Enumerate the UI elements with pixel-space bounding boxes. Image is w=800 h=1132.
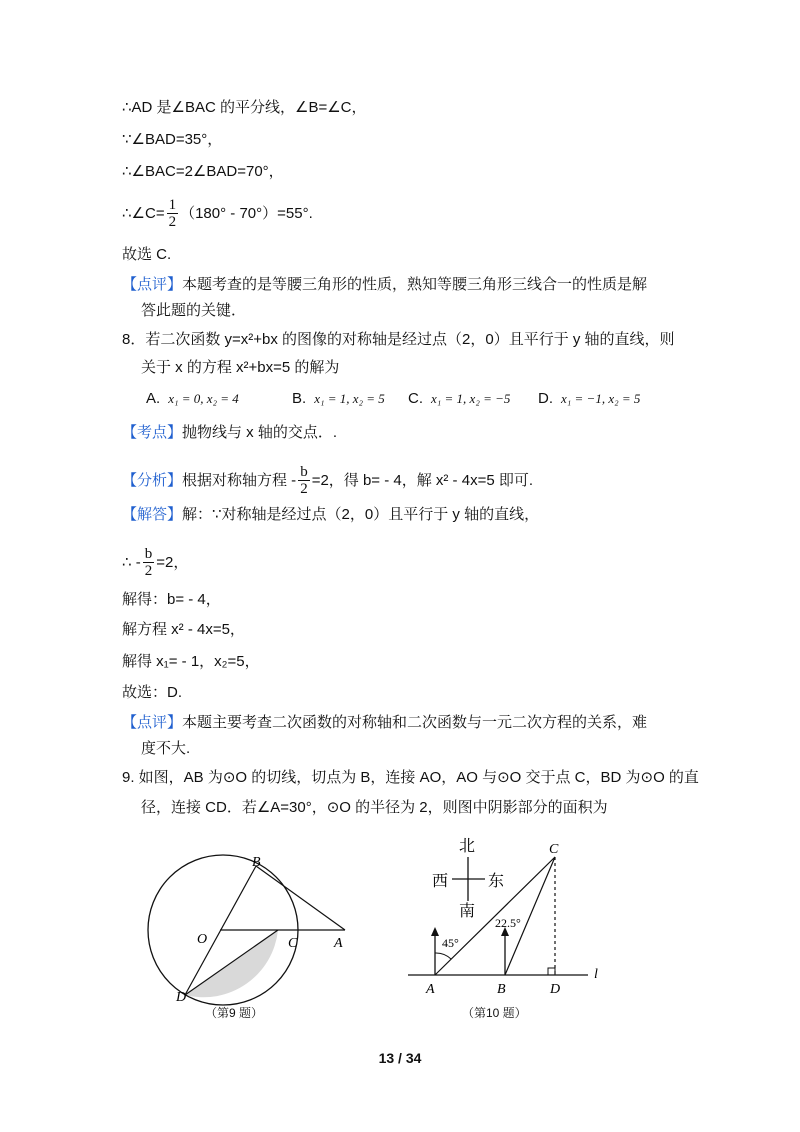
fraction-numerator: b xyxy=(144,546,153,562)
compass-east: 东 xyxy=(488,873,505,890)
option-expression: x₁ = 0, x₂ = 4 xyxy=(168,391,239,406)
label-c: C xyxy=(288,936,298,951)
fraction-denominator: 2 xyxy=(144,563,153,579)
q8-point xyxy=(122,423,337,443)
analysis-post: =2，得 b= - 4，解 x² - 4x=5 即可. xyxy=(311,471,534,489)
angle-arc-a xyxy=(435,953,451,959)
fraction-denominator: 2 xyxy=(300,481,308,497)
angle-label-a: 45° xyxy=(442,936,459,950)
fraction-numerator: 1 xyxy=(168,197,177,213)
q7-comment-text-2: 答此题的关键． xyxy=(141,302,247,319)
q7-line-2: ∵∠BAD=35°， xyxy=(122,131,223,148)
comment-tag: 【点评】 xyxy=(122,276,183,293)
q8-solution-4: 解方程 x² - 4x=5， xyxy=(122,621,245,638)
option-d xyxy=(538,390,640,407)
right-angle-mark xyxy=(548,968,555,975)
q8-stem-1: 8．若二次函数 y=x²+bx 的图像的对称轴是经过点（2，0）且平行于 y 轴的直线，则 xyxy=(122,331,675,348)
figure-9-caption: （第9 题） xyxy=(205,1006,264,1020)
point-text: 抛物线与 x 轴的交点．. xyxy=(182,424,338,441)
figure-9 xyxy=(140,850,360,1010)
option-letter: D. xyxy=(538,390,553,407)
q8-solution-3: 解得：b= - 4， xyxy=(122,591,221,608)
q8-solution-2 xyxy=(122,547,188,579)
q8-comment-text-1: 本题主要考查二次函数的对称轴和二次函数与一元二次方程的关系，难 xyxy=(182,714,648,731)
label-b: B xyxy=(252,855,261,870)
option-letter: C. xyxy=(408,390,423,407)
label-a: A xyxy=(334,936,343,951)
q7-line-1: ∴AD 是∠BAC 的平分线，∠B=∠C， xyxy=(122,99,367,116)
option-letter: B. xyxy=(292,390,307,407)
q7-line-4 xyxy=(122,198,313,230)
s2-pre: ∴ - xyxy=(122,553,141,571)
label-l: l xyxy=(594,967,598,982)
q9-stem-1: 9. 如图，AB 为⊙O 的切线，切点为 B，连接 AO，AO 与⊙O 交于点 C，BD 为⊙O 的直 xyxy=(122,769,699,786)
label-d: D xyxy=(550,982,561,997)
label-b: B xyxy=(497,982,506,997)
compass-south: 南 xyxy=(459,903,476,920)
label-a: A xyxy=(426,982,435,997)
solution-tag: 【解答】 xyxy=(122,506,183,523)
q8-comment-text-2: 度不大. xyxy=(141,740,191,757)
fraction-numerator: b xyxy=(300,464,308,480)
compass-west: 西 xyxy=(432,873,449,890)
compass-north: 北 xyxy=(459,838,476,855)
q7-line-4-post: （180° - 70°）=55°. xyxy=(180,204,313,222)
q8-answer: 故选：D. xyxy=(122,684,183,701)
q7-answer: 故选 C. xyxy=(122,246,172,263)
label-c: C xyxy=(549,842,559,857)
tangent-ab xyxy=(256,866,345,930)
fraction-b-over-2 xyxy=(143,547,155,579)
analysis-pre: 根据对称轴方程 - xyxy=(182,471,297,489)
figure-10-caption: （第10 题） xyxy=(462,1006,527,1020)
solution-text: 解：∵对称轴是经过点（2，0）且平行于 y 轴的直线， xyxy=(182,506,540,523)
fraction-b-over-2 xyxy=(298,465,310,497)
label-o: O xyxy=(197,932,208,947)
fraction-denominator: 2 xyxy=(168,214,177,230)
point-tag: 【考点】 xyxy=(122,424,183,441)
arrowhead-a xyxy=(431,927,439,936)
option-expression: x₁ = 1, x₂ = −5 xyxy=(431,391,511,406)
q7-comment-text-1: 本题考查的是等腰三角形的性质，熟知等腰三角形三线合一的性质是解 xyxy=(182,276,648,293)
q7-line-3: ∴∠BAC=2∠BAD=70°， xyxy=(122,163,284,180)
angle-label-b: 22.5° xyxy=(495,916,521,930)
q8-solution-5: 解得 x₁= - 1，x₂=5， xyxy=(122,653,260,670)
s2-post: =2， xyxy=(156,553,189,571)
option-letter: A. xyxy=(146,390,161,407)
q9-stem-2: 径，连接 CD．若∠A=30°，⊙O 的半径为 2，则图中阴影部分的面积为 xyxy=(141,799,608,816)
figure-10 xyxy=(400,835,615,1000)
q8-comment xyxy=(122,713,647,733)
q8-solution xyxy=(122,505,539,525)
option-c xyxy=(408,390,510,407)
option-expression: x₁ = 1, x₂ = 5 xyxy=(314,391,385,406)
option-b xyxy=(292,390,385,407)
q8-analysis xyxy=(122,465,533,497)
analysis-tag: 【分析】 xyxy=(122,471,183,489)
q8-stem-2: 关于 x 的方程 x²+bx=5 的解为 xyxy=(141,359,340,376)
comment-tag: 【点评】 xyxy=(122,714,183,731)
page-number: 13 / 34 xyxy=(378,1050,422,1066)
fraction-half xyxy=(167,198,179,230)
label-d: D xyxy=(176,990,187,1005)
q7-comment xyxy=(122,275,647,295)
option-a xyxy=(146,390,239,407)
q7-line-4-pre: ∴∠C= xyxy=(122,204,165,222)
option-expression: x₁ = −1, x₂ = 5 xyxy=(561,391,641,406)
